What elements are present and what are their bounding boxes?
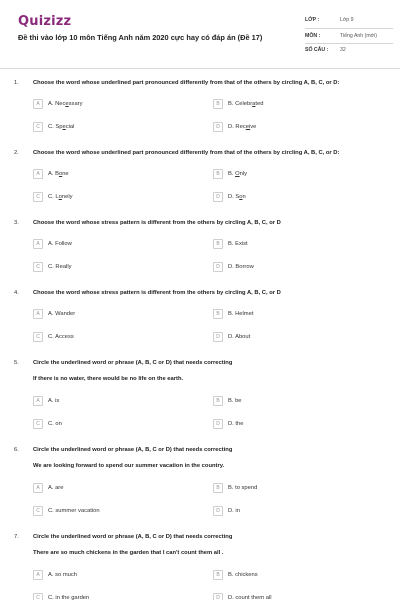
option-letter-box: B xyxy=(213,570,223,580)
answer-option-b[interactable] xyxy=(213,309,253,319)
answer-option-c[interactable] xyxy=(33,262,72,272)
option-text: A. Follow xyxy=(48,241,72,247)
answer-option-d[interactable] xyxy=(213,192,246,202)
option-letter-box: B xyxy=(213,483,223,493)
question-prompt: Choose the word whose stress pattern is different from the others by circling A, B, C, or D xyxy=(33,290,281,296)
question-sentence: If there is no water, there would be no life on the earth. xyxy=(33,376,184,382)
answer-option-a[interactable] xyxy=(33,169,69,179)
underlined-part: a xyxy=(252,101,256,107)
option-text: C. Lonely xyxy=(48,194,73,200)
option-text: D. in xyxy=(228,508,240,514)
option-letter-box: C xyxy=(33,593,43,600)
option-letter-box: C xyxy=(33,192,43,202)
underlined-part: e xyxy=(62,124,66,130)
question-prompt: Circle the underlined word or phrase (A, B, C or D) that needs correcting xyxy=(33,534,233,540)
option-text: A. Wander xyxy=(48,311,76,317)
answer-option-d[interactable] xyxy=(213,332,250,342)
underlined-part: o xyxy=(58,194,62,200)
option-letter-box: A xyxy=(33,483,43,493)
option-letter-box: B xyxy=(213,309,223,319)
option-text: A. Necessary xyxy=(48,101,83,107)
option-letter-box: C xyxy=(33,332,43,342)
option-text: B. Celebrated xyxy=(228,101,264,107)
option-letter-box: D xyxy=(213,332,223,342)
option-letter-box: C xyxy=(33,262,43,272)
option-text: C. Access xyxy=(48,334,74,340)
question-prompt: Circle the underlined word or phrase (A, B, C or D) that needs correcting xyxy=(33,447,233,453)
question-prompt: Choose the word whose underlined part pronounced differently from that of the others by circling A, B, C, or D: xyxy=(33,80,340,86)
option-letter-box: A xyxy=(33,309,43,319)
answer-option-a[interactable] xyxy=(33,483,63,493)
answer-option-c[interactable] xyxy=(33,122,74,132)
answer-option-b[interactable] xyxy=(213,99,263,109)
question-number: 4. xyxy=(14,290,19,296)
answer-option-b[interactable] xyxy=(213,396,242,406)
question-prompt: Choose the word whose underlined part pronounced differently from that of the others by circling A, B, C, or D: xyxy=(33,150,340,156)
option-text: A. Bone xyxy=(48,171,69,177)
option-letter-box: C xyxy=(33,122,43,132)
answer-option-a[interactable] xyxy=(33,99,83,109)
answer-option-b[interactable] xyxy=(213,483,257,493)
underlined-part: o xyxy=(239,194,243,200)
header-divider xyxy=(0,68,400,69)
answer-option-c[interactable] xyxy=(33,593,89,600)
underlined-part: o xyxy=(58,171,63,177)
answer-option-d[interactable] xyxy=(213,506,240,516)
question-number: 6. xyxy=(14,447,19,453)
question-prompt: Choose the word whose stress pattern is different from the others by circling A, B, C, or D xyxy=(33,220,281,226)
option-text: B. to spend xyxy=(228,485,258,491)
page-header xyxy=(0,0,400,62)
answer-option-b[interactable] xyxy=(213,169,247,179)
answer-option-a[interactable] xyxy=(33,570,77,580)
option-text: D. the xyxy=(228,421,244,427)
option-letter-box: D xyxy=(213,192,223,202)
question-sentence: There are so much chickens in the garden that I can't count them all . xyxy=(33,550,224,556)
option-letter-box: B xyxy=(213,99,223,109)
meta-class-value: Lớp 9 xyxy=(340,17,354,23)
answer-option-d[interactable] xyxy=(213,593,272,600)
option-text: C. in the garden xyxy=(48,595,90,600)
quizizz-logo: Quizizz xyxy=(18,14,72,29)
option-letter-box: A xyxy=(33,99,43,109)
meta-subject-value: Tiếng Anh (mới) xyxy=(340,33,377,39)
option-text: D. Receive xyxy=(228,124,257,130)
option-letter-box: C xyxy=(33,506,43,516)
document-title: Đề thi vào lớp 10 môn Tiếng Anh năm 2020 cực hay có đáp án (Đề 17) xyxy=(18,33,263,42)
question-number: 2. xyxy=(14,150,19,156)
option-text: A. is xyxy=(48,398,60,404)
option-text: A. are xyxy=(48,485,64,491)
option-text: D. count them all xyxy=(228,595,272,600)
option-text: D. Borrow xyxy=(228,264,254,270)
question-sentence: We are looking forward to spend our summer vacation in the country. xyxy=(33,463,225,469)
answer-option-d[interactable] xyxy=(213,262,254,272)
question-prompt: Circle the underlined word or phrase (A, B, C or D) that needs correcting xyxy=(33,360,233,366)
answer-option-b[interactable] xyxy=(213,239,248,249)
option-text: C. Really xyxy=(48,264,72,270)
meta-subject-key: MÔN : xyxy=(305,33,321,39)
option-text: C. summer vacation xyxy=(48,508,100,514)
answer-option-a[interactable] xyxy=(33,396,59,406)
answer-option-c[interactable] xyxy=(33,192,73,202)
option-text: A. so much xyxy=(48,572,77,578)
answer-option-a[interactable] xyxy=(33,309,75,319)
option-letter-box: B xyxy=(213,239,223,249)
option-text: C. Special xyxy=(48,124,75,130)
option-letter-box: B xyxy=(213,396,223,406)
meta-class-row xyxy=(305,13,395,27)
option-text: B. Exist xyxy=(228,241,248,247)
option-text: D. About xyxy=(228,334,251,340)
option-letter-box: D xyxy=(213,506,223,516)
option-letter-box: D xyxy=(213,419,223,429)
option-letter-box: A xyxy=(33,169,43,179)
option-text: C. on xyxy=(48,421,62,427)
option-letter-box: B xyxy=(213,169,223,179)
answer-option-b[interactable] xyxy=(213,570,258,580)
question-number: 3. xyxy=(14,220,19,226)
option-letter-box: A xyxy=(33,239,43,249)
option-letter-box: D xyxy=(213,262,223,272)
answer-option-d[interactable] xyxy=(213,419,243,429)
answer-option-a[interactable] xyxy=(33,239,72,249)
meta-subject-row xyxy=(305,29,395,43)
answer-option-c[interactable] xyxy=(33,332,74,342)
underlined-part: e xyxy=(65,101,69,107)
option-text: B. Helmet xyxy=(228,311,254,317)
option-text: D. Son xyxy=(228,194,246,200)
option-letter-box: A xyxy=(33,570,43,580)
question-number: 1. xyxy=(14,80,19,86)
underlined-part: O xyxy=(235,171,240,177)
option-text: B. Only xyxy=(228,171,248,177)
meta-count-row xyxy=(305,43,395,57)
option-letter-box: D xyxy=(213,122,223,132)
meta-count-key: SỐ CÂU : xyxy=(305,47,329,53)
option-letter-box: D xyxy=(213,593,223,600)
answer-option-c[interactable] xyxy=(33,419,62,429)
meta-class-key: LỚP : xyxy=(305,17,320,23)
answer-option-c[interactable] xyxy=(33,506,100,516)
meta-count-value: 32 xyxy=(340,47,346,53)
option-letter-box: C xyxy=(33,419,43,429)
underlined-part: ei xyxy=(245,124,251,130)
answer-option-d[interactable] xyxy=(213,122,256,132)
option-text: B. be xyxy=(228,398,242,404)
question-number: 5. xyxy=(14,360,19,366)
option-text: B. chickens xyxy=(228,572,258,578)
question-number: 7. xyxy=(14,534,19,540)
option-letter-box: A xyxy=(33,396,43,406)
